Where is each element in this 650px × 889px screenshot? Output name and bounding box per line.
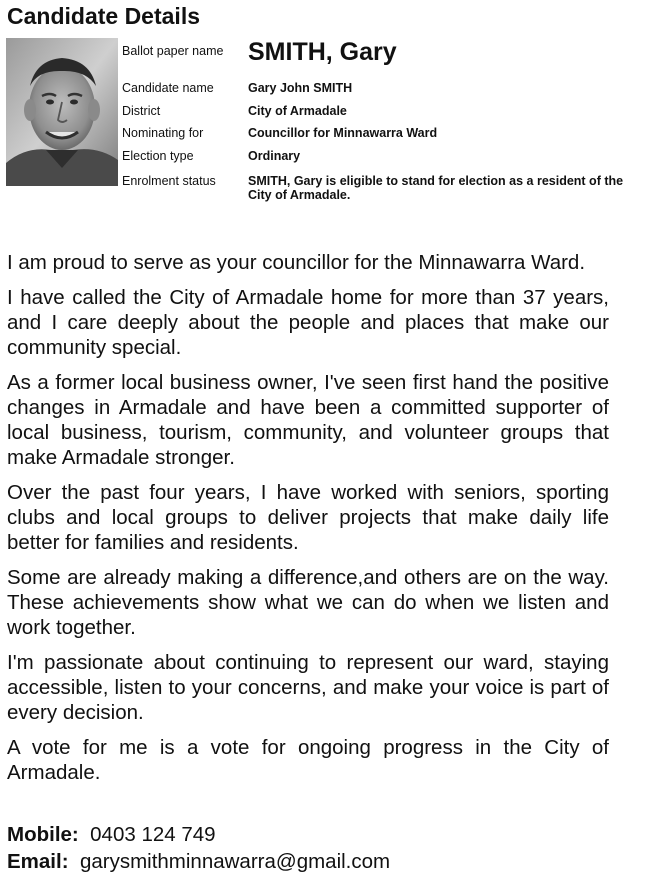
district-value: City of Armadale (248, 104, 347, 118)
candidate-name-label: Candidate name (122, 81, 214, 95)
nominating-for-value: Councillor for Minnawarra Ward (248, 126, 438, 140)
enrolment-status-value: SMITH, Gary is eligible to stand for election as a resident of the City of Armadale. (248, 174, 624, 202)
statement-paragraph: As a former local business owner, I've seen first hand the positive changes in Armadale and have been a committed supporter of local business, tourism, community, and volunteer groups that make Armadale stronger. (7, 371, 609, 469)
email-line (7, 848, 390, 875)
ballot-paper-name-value: SMITH, Gary (248, 38, 397, 66)
page-title: Candidate Details (7, 3, 200, 29)
election-type-label: Election type (122, 149, 194, 163)
candidate-statement (7, 250, 609, 795)
mobile-label: Mobile: (7, 823, 79, 846)
statement-paragraph: I have called the City of Armadale home for more than 37 years, and I care deeply about the people and places that make our community special. (7, 286, 609, 359)
statement-paragraph: I am proud to serve as your councillor for the Minnawarra Ward. (7, 251, 586, 274)
email-label: Email: (7, 850, 69, 873)
statement-paragraph: Over the past four years, I have worked with seniors, sporting clubs and local groups to deliver projects that make daily life better for families and residents. (7, 481, 609, 554)
statement-paragraph: Some are already making a difference,and others are on the way. These achievements show what we can do when we listen and work together. (7, 566, 609, 639)
mobile-number: 0403 124 749 (90, 823, 216, 846)
contact-details (7, 821, 390, 875)
candidate-photo (6, 38, 118, 186)
nominating-for-label: Nominating for (122, 126, 204, 140)
district-label: District (122, 104, 161, 118)
enrolment-status-label: Enrolment status (122, 174, 216, 188)
statement-paragraph: A vote for me is a vote for ongoing progress in the City of Armadale. (7, 736, 609, 784)
email-address: garysmithminnawarra@gmail.com (79, 850, 391, 873)
mobile-line (7, 821, 390, 848)
election-type-value: Ordinary (248, 149, 301, 163)
ballot-paper-name-label: Ballot paper name (122, 44, 224, 58)
statement-paragraph: I'm passionate about continuing to represent our ward, staying accessible, listen to your concerns, and make your voice is part of every decision. (7, 651, 609, 724)
candidate-name-value: Gary John SMITH (248, 81, 353, 95)
